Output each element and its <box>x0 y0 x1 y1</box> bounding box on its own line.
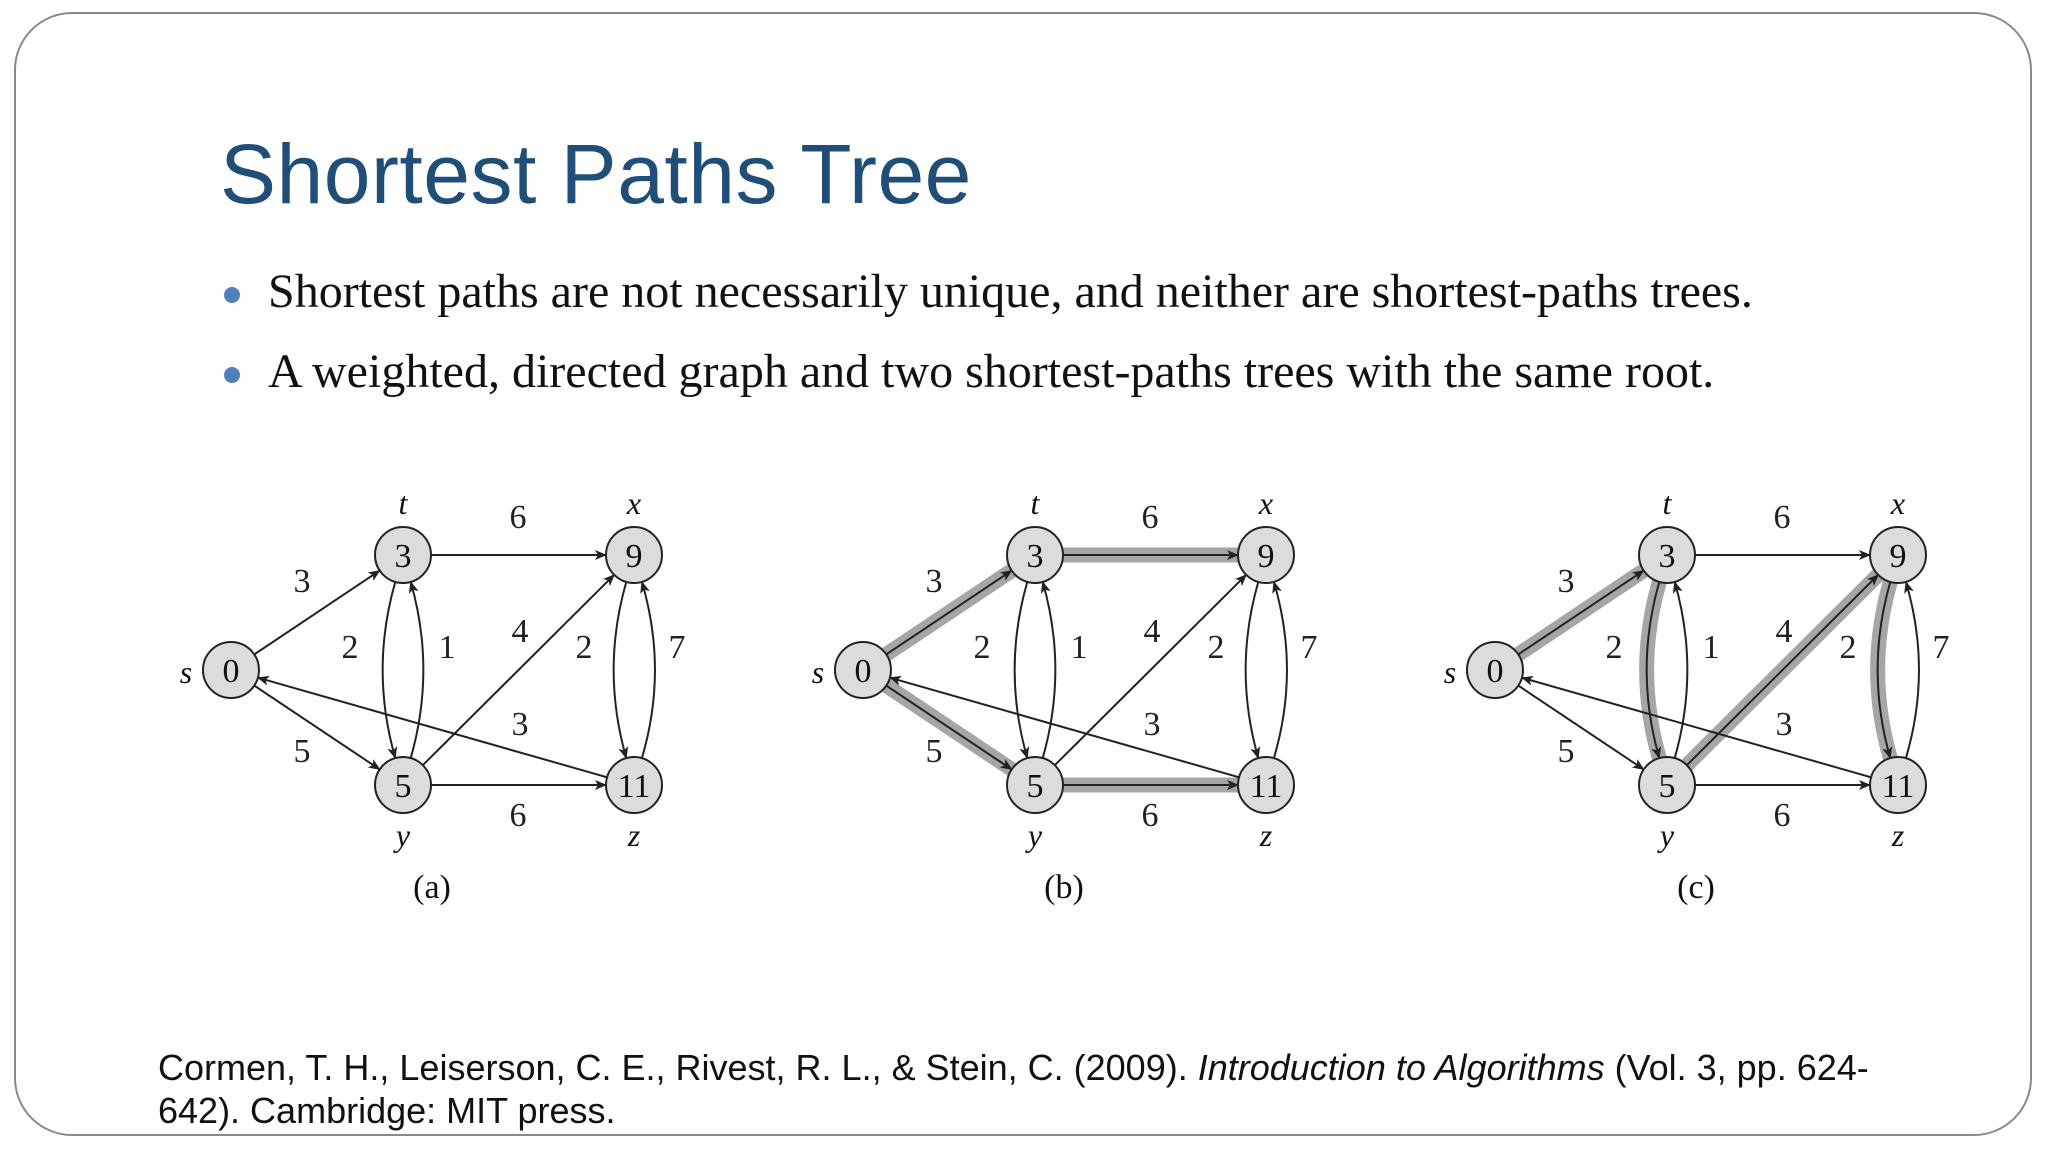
edge-weight-label: 3 <box>1143 706 1161 743</box>
edge-weight-label: 3 <box>1775 706 1793 743</box>
edge-z-x <box>642 582 655 758</box>
node-value: 0 <box>854 653 872 690</box>
node-label: s <box>811 654 825 690</box>
edge-z-x <box>1906 582 1919 758</box>
node-value: 5 <box>1026 768 1044 805</box>
edge-weight-label: 4 <box>1775 613 1793 650</box>
node-label: y <box>395 817 411 853</box>
node-value: 3 <box>1658 538 1676 575</box>
edge-weight-label: 3 <box>925 563 943 600</box>
citation-details: (Vol. 3, pp. 624-642). Cambridge: MIT press. <box>158 1047 1869 1131</box>
node-value: 9 <box>625 538 643 575</box>
graph-panel <box>1444 485 1950 906</box>
citation-book-title: Introduction to Algorithms <box>1197 1047 1605 1088</box>
edge-weight-label: 6 <box>509 499 527 536</box>
node-value: 0 <box>1486 653 1504 690</box>
edge-s-y <box>1518 686 1643 770</box>
bullet-item <box>222 252 1753 332</box>
node-label: z <box>627 817 641 853</box>
node-label: z <box>1259 817 1273 853</box>
node-value: 3 <box>1026 538 1044 575</box>
edge-weight-label: 4 <box>1143 613 1161 650</box>
edge-weight-label: 5 <box>1557 733 1575 770</box>
edge-weight-label: 6 <box>1773 797 1791 834</box>
edge-weight-label: 2 <box>575 629 593 666</box>
node-value: 11 <box>1881 768 1915 805</box>
slide-title: Shortest Paths Tree <box>220 127 972 221</box>
node-value: 3 <box>394 538 412 575</box>
bullet-icon <box>224 287 240 303</box>
node-label: s <box>1443 654 1457 690</box>
edge-t-y <box>1015 582 1028 758</box>
edge-weight-label: 6 <box>1141 797 1159 834</box>
edge-weight-label: 1 <box>1702 629 1720 666</box>
edge-weight-label: 5 <box>293 733 311 770</box>
bullet-icon <box>224 367 240 383</box>
edge-weight-label: 6 <box>1773 499 1791 536</box>
edge-s-y <box>886 686 1011 770</box>
panel-caption: (a) <box>413 869 451 906</box>
edge-z-x <box>1274 582 1287 758</box>
panel-caption: (b) <box>1044 869 1084 906</box>
node-value: 0 <box>222 653 240 690</box>
node-value: 11 <box>617 768 651 805</box>
edge-weight-label: 2 <box>973 629 991 666</box>
edge-s-t <box>254 571 379 655</box>
panel-caption: (c) <box>1677 869 1715 906</box>
edge-weight-label: 4 <box>511 613 529 650</box>
edge-s-y <box>254 686 379 770</box>
edge-weight-label: 3 <box>293 563 311 600</box>
node-label: t <box>398 485 408 521</box>
edge-weight-label: 7 <box>668 629 686 666</box>
edge-weight-label: 2 <box>1839 629 1857 666</box>
node-label: x <box>1258 485 1274 521</box>
node-value: 9 <box>1257 538 1275 575</box>
edge-weight-label: 3 <box>511 706 529 743</box>
node-label: x <box>1890 485 1906 521</box>
node-value: 5 <box>1658 768 1676 805</box>
edge-s-t <box>886 571 1011 655</box>
edge-weight-label: 2 <box>341 629 359 666</box>
edge-weight-label: 2 <box>1207 629 1225 666</box>
edge-weight-label: 1 <box>1070 629 1088 666</box>
edge-weight-label: 6 <box>509 797 527 834</box>
edge-weight-label: 6 <box>1141 499 1159 536</box>
node-value: 11 <box>1249 768 1283 805</box>
node-label: x <box>626 485 642 521</box>
edge-t-y <box>383 582 396 758</box>
graph-figure-svg <box>160 480 2020 920</box>
node-label: y <box>1659 817 1675 853</box>
graph-panel <box>180 485 686 906</box>
edge-y-t <box>1043 582 1056 758</box>
graph-panel <box>812 485 1318 906</box>
citation-authors: Cormen, T. H., Leiserson, C. E., Rivest, R. L., & Stein, C. (2009). <box>158 1047 1198 1088</box>
edge-y-t <box>1675 582 1688 758</box>
bullet-list <box>222 252 1753 412</box>
edge-weight-label: 7 <box>1300 629 1318 666</box>
edge-weight-label: 1 <box>438 629 456 666</box>
node-label: t <box>1662 485 1672 521</box>
edge-y-t <box>411 582 424 758</box>
edge-weight-label: 5 <box>925 733 943 770</box>
edge-s-t <box>1518 571 1643 655</box>
edge-weight-label: 2 <box>1605 629 1623 666</box>
bullet-text: Shortest paths are not necessarily unique, and neither are shortest-paths trees. <box>268 265 1753 318</box>
node-label: y <box>1027 817 1043 853</box>
node-value: 9 <box>1889 538 1907 575</box>
graph-figure <box>160 480 2020 925</box>
node-label: t <box>1030 485 1040 521</box>
bullet-item <box>222 332 1753 412</box>
bullet-text: A weighted, directed graph and two shortest-paths trees with the same root. <box>268 345 1715 398</box>
edge-weight-label: 3 <box>1557 563 1575 600</box>
edge-x-z <box>614 582 627 758</box>
node-label: s <box>179 654 193 690</box>
node-value: 5 <box>394 768 412 805</box>
citation <box>158 1046 1918 1132</box>
edge-weight-label: 7 <box>1932 629 1950 666</box>
edge-x-z <box>1246 582 1259 758</box>
node-label: z <box>1891 817 1905 853</box>
